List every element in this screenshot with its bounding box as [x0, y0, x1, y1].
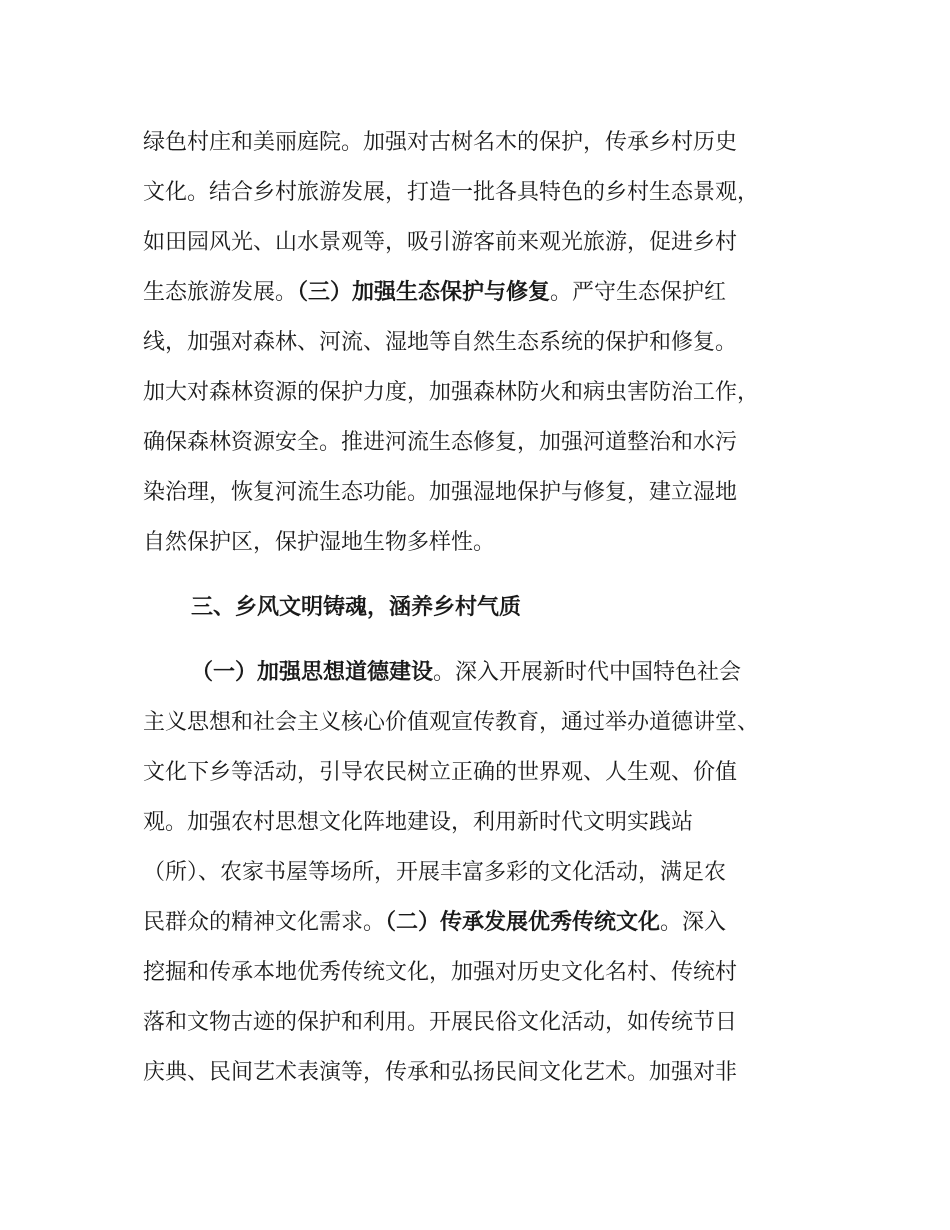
- text-line: 加大对森林资源的保护力度，加强森林防火和病虫害防治工作，: [143, 380, 760, 405]
- text-line: [143, 273, 726, 313]
- text-line: [143, 903, 726, 943]
- text-line: 线，加强对森林、河流、湿地等自然生态系统的保护和修复。: [143, 330, 738, 355]
- subheading-moral-construction: （一）加强思想道德建设: [191, 660, 434, 685]
- text-line: 自然保护区，保护湿地生物多样性。: [143, 530, 496, 555]
- text-line: 文化下乡等活动，引导农民树立正确的世界观、人生观、价值: [143, 760, 738, 785]
- text-span: 。深入: [660, 910, 727, 935]
- text-span: 。深入开展新时代中国特色社会: [433, 660, 742, 685]
- text-line: 确保森林资源安全。推进河流生态修复，加强河道整治和水污: [143, 430, 738, 455]
- section-heading: 三、乡风文明铸魂，涵养乡村气质: [191, 595, 522, 620]
- text-line: 观。加强农村思想文化阵地建设，利用新时代文明实践站: [143, 810, 694, 835]
- subheading-traditional-culture: （二）传承发展优秀传统文化: [385, 910, 661, 935]
- text-line: 庆典、民间艺术表演等，传承和弘扬民间文化艺术。加强对非: [143, 1060, 738, 1085]
- text-line: [191, 653, 741, 693]
- text-line: 绿色村庄和美丽庭院。加强对古树名木的保护，传承乡村历史: [143, 130, 738, 155]
- text-line: 挖掘和传承本地优秀传统文化，加强对历史文化名村、传统村: [143, 960, 738, 985]
- subheading-ecology-protection: （三）加强生态保护与修复: [297, 280, 551, 305]
- text-line: 主义思想和社会主义核心价值观宣传教育，通过举办道德讲堂、: [143, 710, 760, 735]
- text-line: 文化。结合乡村旅游发展，打造一批各具特色的乡村生态景观，: [143, 180, 760, 205]
- text-line: 如田园风光、山水景观等，吸引游客前来观光旅游，促进乡村: [143, 230, 738, 255]
- text-span: 。严守生态保护红: [550, 280, 727, 305]
- text-line: （所）、农家书屋等场所，开展丰富多彩的文化活动，满足农: [143, 860, 727, 885]
- text-line: 落和文物古迹的保护和利用。开展民俗文化活动，如传统节日: [143, 1010, 738, 1035]
- text-span: 民群众的精神文化需求。: [143, 910, 386, 935]
- text-span: 生态旅游发展。: [143, 280, 298, 305]
- text-line: 染治理，恢复河流生态功能。加强湿地保护与修复，建立湿地: [143, 480, 738, 505]
